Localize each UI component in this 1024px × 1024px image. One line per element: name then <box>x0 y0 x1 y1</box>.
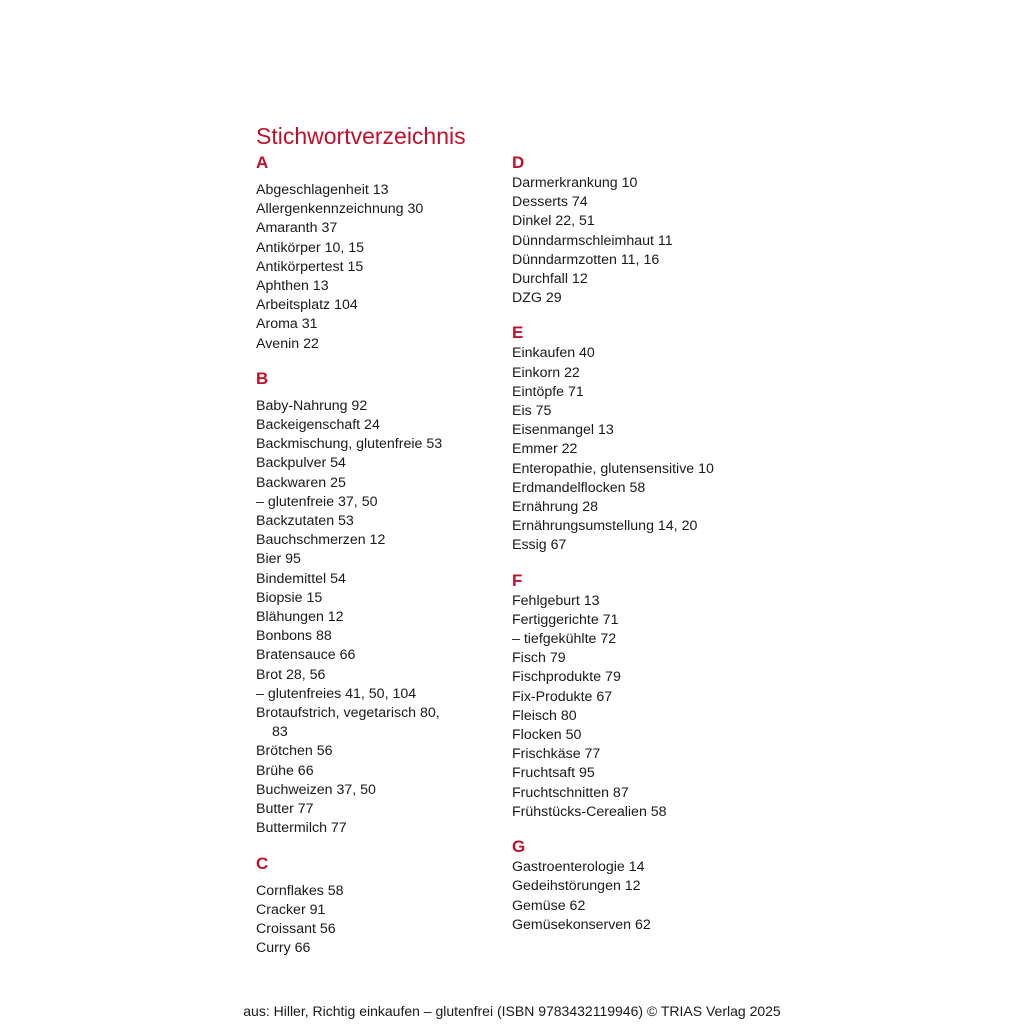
index-entry: Baby-Nahrung 92 <box>256 397 368 414</box>
index-entry: Butter 77 <box>256 801 314 818</box>
index-entry: – tiefgekühlte 72 <box>512 631 617 648</box>
index-section-d <box>512 152 762 308</box>
entry-list <box>256 181 506 354</box>
section-letter: F <box>512 570 523 590</box>
entry-list <box>512 592 762 822</box>
index-entry: Fisch 79 <box>512 650 566 667</box>
index-entry: Brühe 66 <box>256 762 314 779</box>
index-entry: Buchweizen 37, 50 <box>256 781 376 798</box>
index-entry: Erdmandelflocken 58 <box>512 479 646 496</box>
index-entry: Backeigenschaft 24 <box>256 417 380 434</box>
index-entry: Essig 67 <box>512 537 567 554</box>
index-entry: Abgeschlagenheit 13 <box>256 182 389 198</box>
index-column-right <box>512 152 762 935</box>
index-entry: Eis 75 <box>512 403 552 420</box>
section-letter: A <box>256 153 269 172</box>
index-entry: Backzutaten 53 <box>256 513 354 530</box>
index-entry: Bonbons 88 <box>256 628 332 645</box>
index-entry: Brot 28, 56 <box>256 666 326 683</box>
index-entry: Ernährung 28 <box>512 499 598 516</box>
index-entry: Backmischung, glutenfreie 53 <box>256 436 443 453</box>
index-entry: Brotaufstrich, vegetarisch 80, <box>256 705 440 722</box>
index-entry: 83 <box>272 724 288 741</box>
index-entry: Bauchschmerzen 12 <box>256 532 386 549</box>
section-letter: G <box>512 837 526 857</box>
index-entry: Biopsie 15 <box>256 589 323 606</box>
index-entry: Backwaren 25 <box>256 474 346 491</box>
index-entry: Fix-Produkte 67 <box>512 688 613 705</box>
index-entry: Gemüsekonserven 62 <box>512 916 651 933</box>
index-entry: Aroma 31 <box>256 316 318 333</box>
section-letter: E <box>512 323 524 343</box>
index-entry: Aphthen 13 <box>256 278 329 295</box>
index-entry: Avenin 22 <box>256 335 319 352</box>
index-entry: Buttermilch 77 <box>256 820 347 837</box>
index-entry: Enteropathie, glutensensitive 10 <box>512 460 714 477</box>
entry-list <box>512 344 762 555</box>
index-entry: Bindemittel 54 <box>256 570 346 587</box>
index-entry: Fruchtschnitten 87 <box>512 784 629 801</box>
index-entry: Emmer 22 <box>512 441 578 458</box>
index-entry: Fertiggerichte 71 <box>512 611 619 628</box>
index-entry: Einkaufen 40 <box>512 345 595 362</box>
index-section-e <box>512 322 762 555</box>
index-entry: Gemüse 62 <box>512 897 586 914</box>
index-entry: Eintöpfe 71 <box>512 383 584 400</box>
entry-list <box>256 397 506 839</box>
entry-list <box>512 858 762 935</box>
index-entry: Dünndarmzotten 11, 16 <box>512 251 660 268</box>
index-entry: Eisenmangel 13 <box>512 422 614 439</box>
index-entry: Gastroenterologie 14 <box>512 859 645 876</box>
index-entry: – glutenfreies 41, 50, 104 <box>256 685 417 702</box>
index-entry: Flocken 50 <box>512 727 582 744</box>
index-section-f <box>512 570 762 822</box>
entry-list <box>512 174 762 308</box>
index-entry: Frischkäse 77 <box>512 746 601 763</box>
index-entry: Frühstücks-Cerealien 58 <box>512 803 667 820</box>
index-section-b <box>256 368 506 839</box>
index-entry: Desserts 74 <box>512 194 588 211</box>
index-entry: Cracker 91 <box>256 901 326 918</box>
index-entry: Darmerkrankung 10 <box>512 175 638 191</box>
index-entry: Brötchen 56 <box>256 743 333 760</box>
index-entry: Dinkel 22, 51 <box>512 213 595 230</box>
index-entry: Backpulver 54 <box>256 455 346 472</box>
index-entry: Gedeihstörungen 12 <box>512 878 641 895</box>
index-entry: Croissant 56 <box>256 920 336 937</box>
section-letter: B <box>256 368 269 388</box>
index-entry: DZG 29 <box>512 290 562 307</box>
index-section-c <box>256 853 506 959</box>
section-letter: D <box>512 153 525 172</box>
index-entry: Fruchtsaft 95 <box>512 765 595 782</box>
index-entry: Dünndarmschleimhaut 11 <box>512 232 673 249</box>
index-entry: – glutenfreie 37, 50 <box>256 493 378 510</box>
entry-list <box>256 882 506 959</box>
index-section-a <box>256 152 506 354</box>
page-title: Stichwortverzeichnis <box>256 123 466 149</box>
index-entry: Durchfall 12 <box>512 271 588 288</box>
index-entry: Bratensauce 66 <box>256 647 356 664</box>
index-entry: Antikörper 10, 15 <box>256 239 365 256</box>
section-letter: C <box>256 853 269 873</box>
index-entry: Allergenkennzeichnung 30 <box>256 201 424 218</box>
index-entry: Arbeitsplatz 104 <box>256 297 358 314</box>
index-entry: Cornflakes 58 <box>256 882 344 899</box>
index-entry: Einkorn 22 <box>512 364 580 381</box>
source-footer: aus: Hiller, Richtig einkaufen – glutenfrei (ISBN 9783432119946) © TRIAS Verlag 2025 <box>243 1003 781 1019</box>
index-entry: Fehlgeburt 13 <box>512 592 600 609</box>
index-section-g <box>512 836 762 935</box>
index-entry: Antikörpertest 15 <box>256 258 364 275</box>
index-entry: Curry 66 <box>256 940 311 957</box>
index-entry: Fischprodukte 79 <box>512 669 621 686</box>
index-entry: Fleisch 80 <box>512 707 577 724</box>
index-entry: Ernährungsumstellung 14, 20 <box>512 518 698 535</box>
index-entry: Blähungen 12 <box>256 609 344 626</box>
index-column-left <box>256 152 506 958</box>
index-entry: Bier 95 <box>256 551 301 568</box>
index-entry: Amaranth 37 <box>256 220 338 237</box>
